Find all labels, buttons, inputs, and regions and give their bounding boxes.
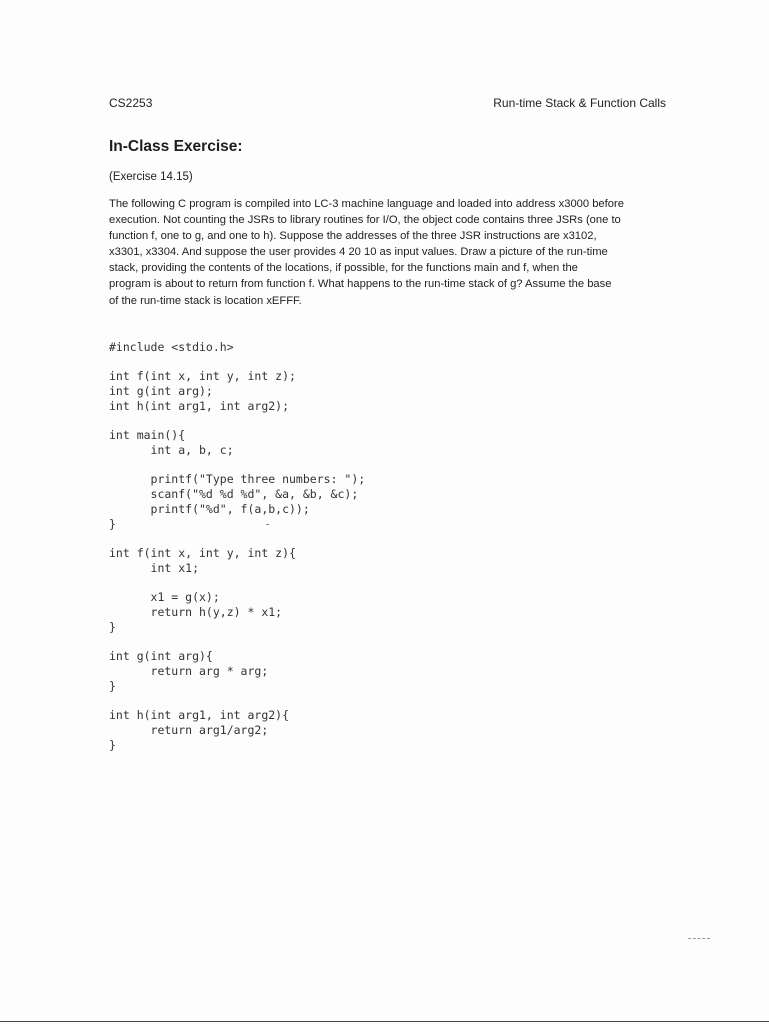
code-main-declaration: int a, b, c;	[109, 443, 234, 457]
course-code: CS2253	[109, 96, 153, 110]
code-close-brace: }	[109, 620, 116, 634]
code-f-declaration: int x1;	[109, 561, 200, 575]
code-main-statement: printf("Type three numbers: ");	[109, 472, 366, 486]
code-close-brace: }	[109, 517, 116, 531]
exercise-heading: In-Class Exercise:	[109, 138, 243, 155]
code-main-signature: int main(){	[109, 428, 186, 442]
code-h-statement: return arg1/arg2;	[109, 723, 269, 737]
scan-mark	[688, 938, 710, 940]
code-prototype: int f(int x, int y, int z);	[109, 369, 296, 383]
scan-speck	[266, 524, 269, 525]
code-prototype: int g(int arg);	[109, 384, 213, 398]
problem-line: of the run-time stack is location xEFFF.	[109, 294, 302, 307]
code-close-brace: }	[109, 679, 116, 693]
code-prototype: int h(int arg1, int arg2);	[109, 399, 290, 413]
exercise-reference: (Exercise 14.15)	[109, 171, 193, 183]
problem-line: x3301, x3304. And suppose the user provides 4 20 10 as input values. Draw a picture of the run-time	[109, 246, 608, 259]
code-g-signature: int g(int arg){	[109, 649, 213, 663]
code-main-statement: printf("%d", f(a,b,c));	[109, 502, 310, 516]
code-f-statement: return h(y,z) * x1;	[109, 605, 283, 619]
page-edge-line	[0, 1021, 769, 1022]
code-listing	[109, 340, 669, 753]
problem-line: function f, one to g, and one to h). Suppose the addresses of the three JSR instructions are x3102,	[109, 230, 597, 243]
problem-statement	[109, 196, 669, 309]
code-include: #include <stdio.h>	[109, 340, 234, 354]
topic-title: Run-time Stack & Function Calls	[493, 96, 666, 110]
code-f-signature: int f(int x, int y, int z){	[109, 546, 296, 560]
problem-line: The following C program is compiled into LC-3 machine language and loaded into address x3000 before	[109, 198, 624, 210]
code-f-statement: x1 = g(x);	[109, 590, 220, 604]
code-h-signature: int h(int arg1, int arg2){	[109, 708, 290, 722]
code-g-statement: return arg * arg;	[109, 664, 269, 678]
problem-line: program is about to return from function f. What happens to the run-time stack of g? Assume the base	[109, 278, 612, 291]
problem-line: stack, providing the contents of the locations, if possible, for the functions main and f, when the	[109, 262, 578, 275]
code-main-statement: scanf("%d %d %d", &a, &b, &c);	[109, 487, 359, 501]
code-close-brace: }	[109, 738, 116, 752]
problem-line: execution. Not counting the JSRs to library routines for I/O, the object code contains three JSRs (one to	[109, 214, 621, 227]
